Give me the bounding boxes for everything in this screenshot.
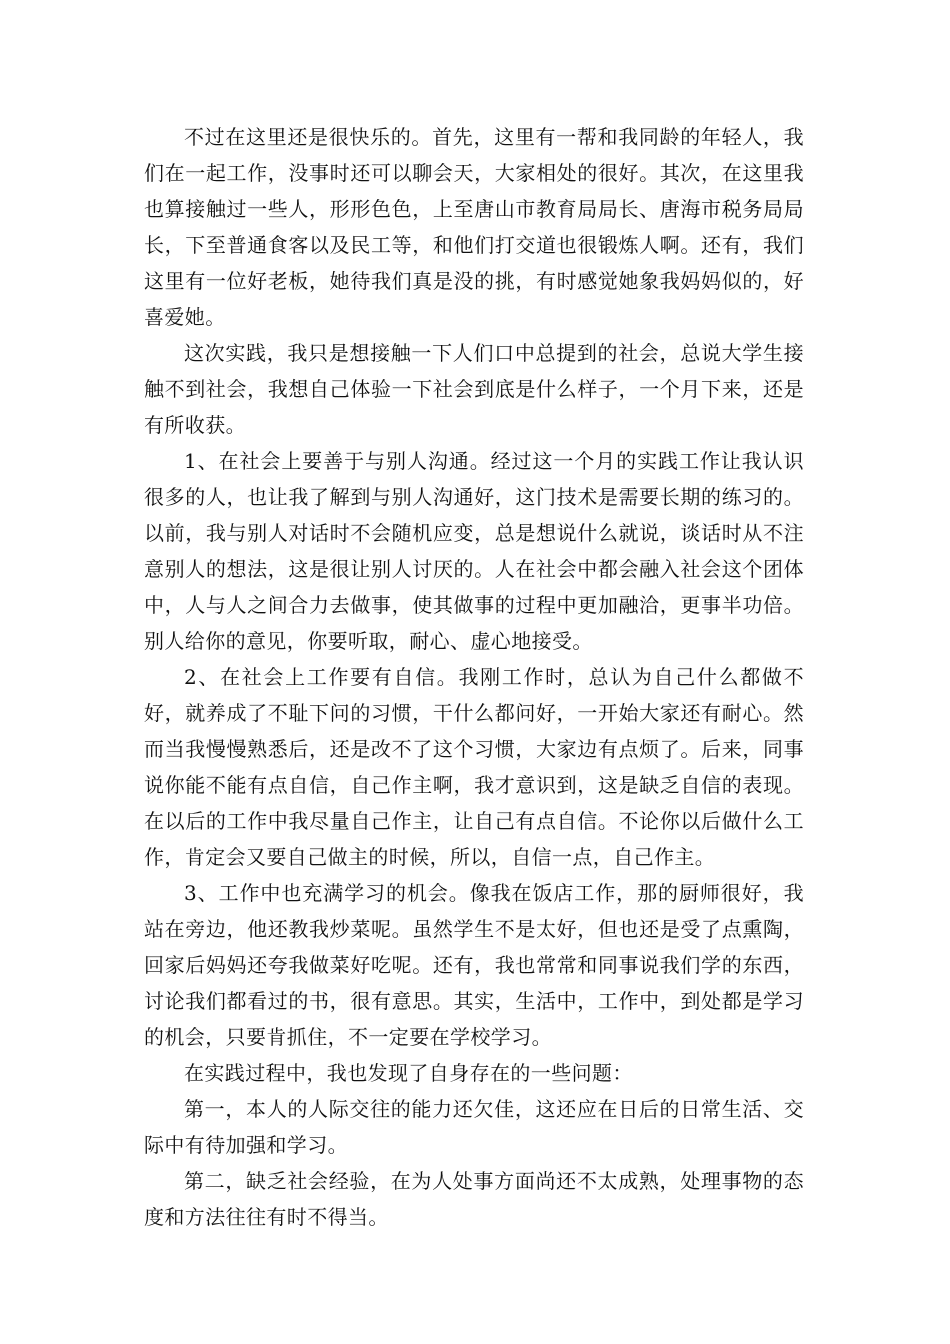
paragraph-7: 第一，本人的人际交往的能力还欠佳，这还应在日后的日常生活、交际中有待加强和学习。 — [144, 1097, 804, 1157]
paragraph-6: 在实践过程中，我也发现了自身存在的一些问题： — [184, 1061, 633, 1085]
paragraph-3: 1、在社会上要善于与别人沟通。经过这一个月的实践工作让我认识很多的人，也让我了解到与别人沟通好，这门技术是需要长期的练习的。以前，我与别人对话时不会随机应变，总是想说什么就说，谈话时从不注意别人的想法，这是很让别人讨厌的。人在社会中都会融入社会这个团体中，人与人之间合力去做事，使其做事的过程中更加融洽，更事半功倍。别人给你的意见，你要听取，耐心、虚心地接受。 — [144, 449, 804, 653]
paragraph-1: 不过在这里还是很快乐的。首先，这里有一帮和我同龄的年轻人，我们在一起工作，没事时还可以聊会天，大家相处的很好。其次，在这里我也算接触过一些人，形形色色，上至唐山市教育局局长、唐海市税务局局长，下至普通食客以及民工等，和他们打交道也很锻炼人啊。还有，我们这里有一位好老板，她待我们真是没的挑，有时感觉她象我妈妈似的，好喜爱她。 — [144, 125, 804, 329]
document-body — [144, 119, 804, 1235]
paragraph-5: 3、工作中也充满学习的机会。像我在饭店工作，那的厨师很好，我站在旁边，他还教我炒菜呢。虽然学生不是太好，但也还是受了点熏陶，回家后妈妈还夸我做菜好吃呢。还有，我也常常和同事说我们学的东西，讨论我们都看过的书，很有意思。其实，生活中，工作中，到处都是学习的机会，只要肯抓住，不一定要在学校学习。 — [144, 881, 804, 1049]
paragraph-4: 2、在社会上工作要有自信。我刚工作时，总认为自己什么都做不好，就养成了不耻下问的习惯，干什么都问好，一开始大家还有耐心。然而当我慢慢熟悉后，还是改不了这个习惯，大家边有点烦了。后来，同事说你能不能有点自信，自己作主啊，我才意识到，这是缺乏自信的表现。在以后的工作中我尽量自己作主，让自己有点自信。不论你以后做什么工作，肯定会又要自己做主的时候，所以，自信一点，自己作主。 — [144, 665, 804, 869]
paragraph-2: 这次实践，我只是想接触一下人们口中总提到的社会，总说大学生接触不到社会，我想自己体验一下社会到底是什么样子，一个月下来，还是有所收获。 — [144, 341, 804, 437]
paragraph-8: 第二，缺乏社会经验，在为人处事方面尚还不太成熟，处理事物的态度和方法往往有时不得当。 — [144, 1169, 804, 1229]
